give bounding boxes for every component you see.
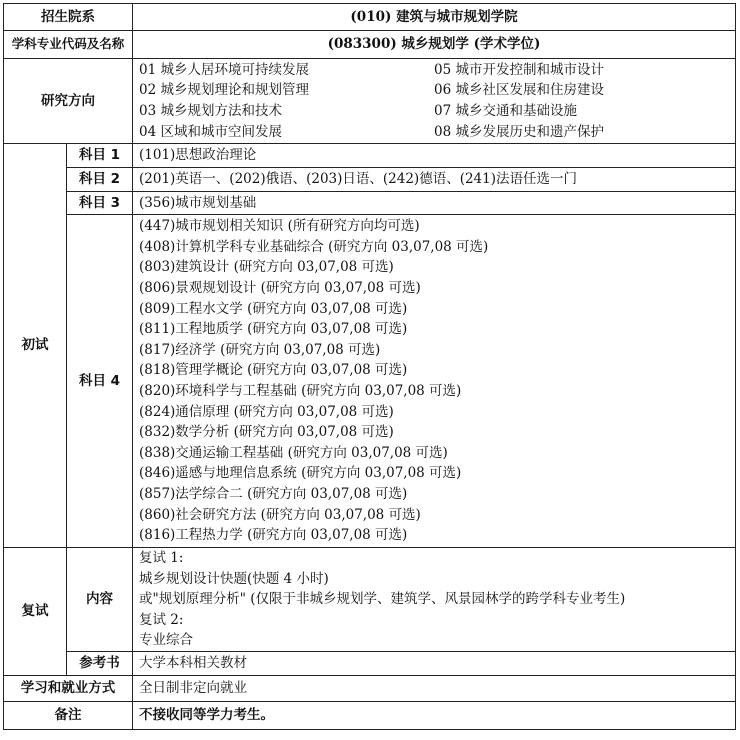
major-value: (083300) 城乡规划学 (学术学位) bbox=[133, 31, 736, 59]
row-study-mode bbox=[4, 676, 736, 702]
direction-item: 05 城市开发控制和城市设计 bbox=[434, 61, 604, 78]
school-value: (010) 建筑与城市规划学院 bbox=[133, 4, 736, 31]
notes-value: 不接收同等学力考生。 bbox=[133, 702, 736, 730]
retest-line: 城乡规划设计快题(快题 4 小时) bbox=[139, 570, 329, 587]
subject-4-label: 科目 4 bbox=[67, 215, 133, 548]
study-label: 学习和就业方式 bbox=[4, 676, 133, 702]
subject-4-item: (816)工程热力学 (研究方向 03,07,08 可选) bbox=[139, 527, 408, 544]
row-subject-2 bbox=[4, 168, 736, 192]
subject-4-item: (832)数学分析 (研究方向 03,07,08 可选) bbox=[139, 424, 394, 441]
direction-item: 04 区域和城市空间发展 bbox=[139, 123, 282, 140]
row-notes bbox=[4, 702, 736, 730]
subject-4-list bbox=[133, 215, 736, 548]
school-label: 招生院系 bbox=[4, 4, 133, 31]
reference-label: 参考书 bbox=[67, 652, 133, 676]
reference-value: 大学本科相关教材 bbox=[133, 652, 736, 676]
subject-4-item: (811)工程地质学 (研究方向 03,07,08 可选) bbox=[139, 321, 408, 338]
subject-1-value: (101)思想政治理论 bbox=[133, 144, 736, 168]
row-retest-content bbox=[4, 548, 736, 652]
notes-label: 备注 bbox=[4, 702, 133, 730]
subject-2-label: 科目 2 bbox=[67, 168, 133, 192]
subject-4-item: (824)通信原理 (研究方向 03,07,08 可选) bbox=[139, 403, 394, 420]
row-reference-books bbox=[4, 652, 736, 676]
directions-label: 研究方向 bbox=[4, 59, 133, 144]
directions-list bbox=[139, 60, 729, 142]
subject-4-item: (447)城市规划相关知识 (所有研究方向均可选) bbox=[139, 218, 420, 235]
retest-line: 复试 2: bbox=[139, 611, 184, 628]
subject-4-item: (817)经济学 (研究方向 03,07,08 可选) bbox=[139, 341, 381, 358]
direction-item: 07 城乡交通和基础设施 bbox=[434, 103, 577, 119]
row-school bbox=[4, 4, 736, 31]
row-major bbox=[4, 31, 736, 59]
retest-line: 专业综合 bbox=[139, 632, 193, 649]
subject-4-item: (809)工程水文学 (研究方向 03,07,08 可选) bbox=[139, 300, 408, 317]
subject-4-item: (820)环境科学与工程基础 (研究方向 03,07,08 可选) bbox=[139, 383, 462, 399]
subject-3-label: 科目 3 bbox=[67, 192, 133, 215]
subject-4-item: (860)社会研究方法 (研究方向 03,07,08 可选) bbox=[139, 506, 421, 523]
retest-content-label: 内容 bbox=[67, 548, 133, 652]
retest-label: 复试 bbox=[4, 548, 67, 676]
directions-right-column bbox=[434, 60, 729, 142]
subject-4-item: (408)计算机学科专业基础综合 (研究方向 03,07,08 可选) bbox=[139, 238, 489, 255]
subject-4-item: (857)法学综合二 (研究方向 03,07,08 可选) bbox=[139, 485, 408, 502]
direction-item: 08 城乡发展历史和遗产保护 bbox=[434, 123, 604, 140]
subject-4-item: (838)交通运输工程基础 (研究方向 03,07,08 可选) bbox=[139, 444, 448, 461]
prelim-label: 初试 bbox=[4, 144, 67, 548]
retest-line: 或"规划原理分析" (仅限于非城乡规划学、建筑学、风景园林学的跨学科专业考生) bbox=[139, 591, 626, 608]
row-subject-3 bbox=[4, 192, 736, 215]
row-subject-4 bbox=[4, 215, 736, 548]
admission-table bbox=[3, 3, 736, 730]
retest-line: 复试 1: bbox=[139, 550, 184, 567]
direction-item: 06 城乡社区发展和住房建设 bbox=[434, 82, 604, 99]
subject-4-item: (803)建筑设计 (研究方向 03,07,08 可选) bbox=[139, 259, 394, 276]
directions-cell bbox=[133, 59, 736, 144]
subject-2-value: (201)英语一、(202)俄语、(203)日语、(242)德语、(241)法语任选一门 bbox=[133, 168, 736, 192]
direction-item: 02 城乡规划理论和规划管理 bbox=[139, 82, 309, 99]
subject-3-value: (356)城市规划基础 bbox=[133, 192, 736, 215]
directions-left-column bbox=[139, 60, 434, 142]
row-subject-1 bbox=[4, 144, 736, 168]
subject-4-item: (846)遥感与地理信息系统 (研究方向 03,07,08 可选) bbox=[139, 465, 462, 482]
subject-4-item: (818)管理学概论 (研究方向 03,07,08 可选) bbox=[139, 362, 408, 379]
subject-1-label: 科目 1 bbox=[67, 144, 133, 168]
subject-4-item: (806)景观规划设计 (研究方向 03,07,08 可选) bbox=[139, 280, 421, 297]
row-directions bbox=[4, 59, 736, 144]
study-value: 全日制非定向就业 bbox=[133, 676, 736, 702]
direction-item: 01 城乡人居环境可持续发展 bbox=[139, 61, 309, 78]
major-label: 学科专业代码及名称 bbox=[4, 31, 133, 59]
direction-item: 03 城乡规划方法和技术 bbox=[139, 103, 282, 119]
retest-content bbox=[133, 548, 736, 652]
